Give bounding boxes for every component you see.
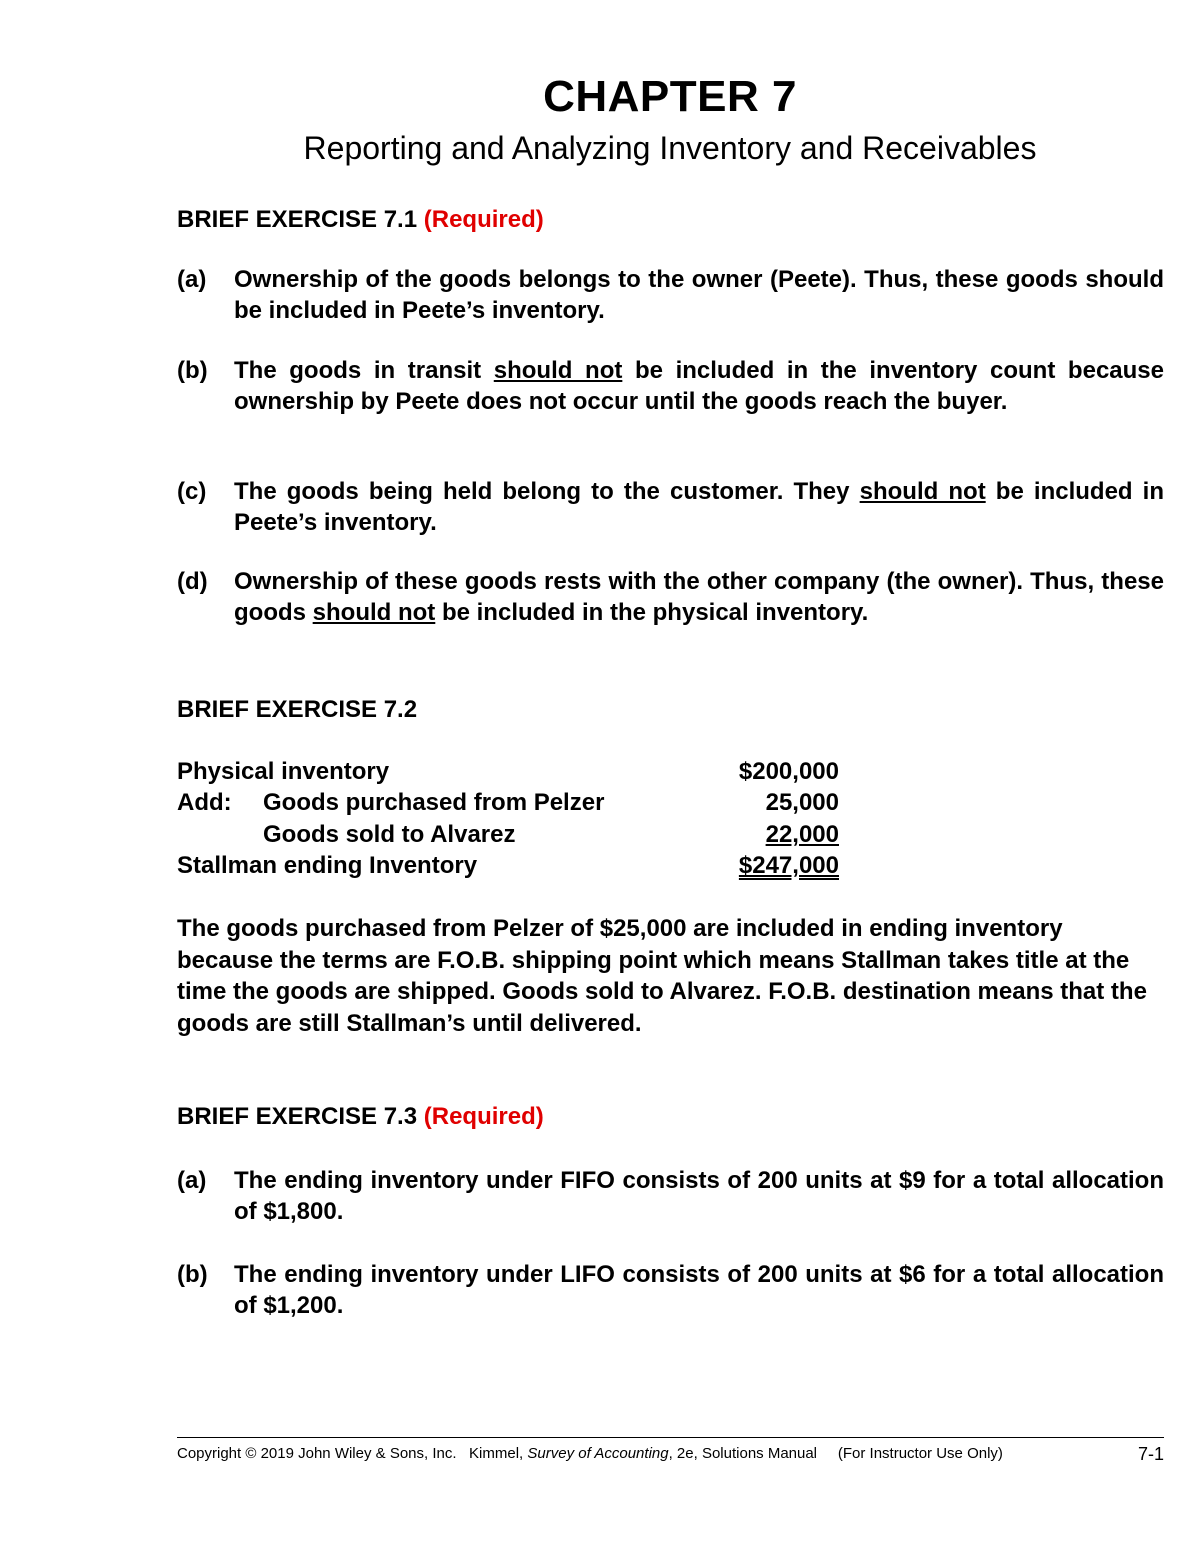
calc-amount: $200,000 <box>738 758 839 785</box>
chapter-subtitle: Reporting and Analyzing Inventory and Receivables <box>303 130 1037 166</box>
calc-row-add <box>177 787 839 818</box>
item-text <box>234 355 1164 417</box>
item-letter: (a) <box>177 1167 207 1194</box>
be1-heading <box>177 206 544 234</box>
item-text-pre: Ownership of these goods rests with the other company (the owner). Thus, these goods <box>234 568 1164 626</box>
item-text-pre: The goods in transit <box>234 357 494 384</box>
be3-heading-text: BRIEF EXERCISE 7.3 <box>177 1103 418 1130</box>
calc-label: Add: <box>177 789 232 816</box>
calc-sublabel: Goods purchased from Pelzer <box>263 789 605 816</box>
be1-item-b <box>177 355 1164 417</box>
item-letter: (b) <box>177 1261 208 1288</box>
page-footer <box>177 1443 1164 1467</box>
item-letter: (d) <box>177 568 208 595</box>
chapter-title: CHAPTER 7 <box>543 72 797 121</box>
calc-amount: 25,000 <box>765 789 839 816</box>
footer-note: (For Instructor Use Only) <box>837 1445 1003 1462</box>
item-text-post: be included in the physical inventory. <box>435 599 869 626</box>
be3-heading <box>177 1103 544 1131</box>
calc-sublabel: Goods sold to Alvarez <box>263 821 516 848</box>
footer-book-title: Survey of Accounting <box>527 1445 669 1462</box>
be2-explanation: The goods purchased from Pelzer of $25,000 are included in ending inventory because the terms are F.O.B. shipping point which means Stallman takes title at the time the goods are shipped. Goods sold to Alvarez. F.O.B. destination means that the goods are still Stallman’s until delivered. <box>177 915 1147 1037</box>
be3-item-b <box>177 1259 1164 1321</box>
item-text-underline: should not <box>493 357 623 384</box>
item-text-post: be included in the inventory count because ownership by Peete does not occur until the goods reach the buyer. <box>234 357 1164 415</box>
item-letter: (b) <box>177 357 208 384</box>
be1-item-c <box>177 476 1164 538</box>
be1-item-d <box>177 566 1164 628</box>
be2-heading: BRIEF EXERCISE 7.2 <box>177 696 418 723</box>
be1-required-label: (Required) <box>423 206 544 233</box>
be3-item-a <box>177 1165 1164 1227</box>
calc-label: Physical inventory <box>177 758 390 785</box>
item-text <box>234 566 1164 628</box>
page-number: 7-1 <box>1137 1444 1164 1464</box>
item-letter: (c) <box>177 478 207 505</box>
calc-row-sold <box>177 819 839 850</box>
calc-label: Stallman ending Inventory <box>177 852 478 879</box>
be1-item-a <box>177 264 1164 326</box>
be3-required-label: (Required) <box>423 1103 544 1130</box>
item-text <box>234 476 1164 538</box>
footer-author: Kimmel, <box>469 1445 524 1462</box>
footer-edition: , 2e, Solutions Manual <box>668 1445 818 1462</box>
item-text-underline: should not <box>312 599 436 626</box>
calc-row-physical <box>177 756 839 787</box>
calc-amount-total: $247,000 <box>738 852 839 879</box>
footer-copyright <box>177 1443 1003 1465</box>
footer-divider <box>177 1437 1164 1438</box>
item-text: The ending inventory under FIFO consists of 200 units at $9 for a total allocation of $1,800. <box>234 1167 1164 1225</box>
item-text: The ending inventory under LIFO consists of 200 units at $6 for a total allocation of $1,200. <box>234 1261 1164 1319</box>
footer-copyright-text: Copyright © 2019 John Wiley & Sons, Inc. <box>177 1445 457 1462</box>
calc-row-total <box>177 850 839 881</box>
be1-heading-text: BRIEF EXERCISE 7.1 <box>177 206 418 233</box>
item-text: Ownership of the goods belongs to the owner (Peete). Thus, these goods should be included in Peete’s inventory. <box>234 266 1164 324</box>
item-text-post: be included in Peete’s inventory. <box>234 478 1165 536</box>
calc-amount-underlined: 22,000 <box>765 821 839 848</box>
item-text-underline: should not <box>859 478 986 505</box>
item-letter: (a) <box>177 266 207 293</box>
item-text-pre: The goods being held belong to the customer. They <box>234 478 860 505</box>
